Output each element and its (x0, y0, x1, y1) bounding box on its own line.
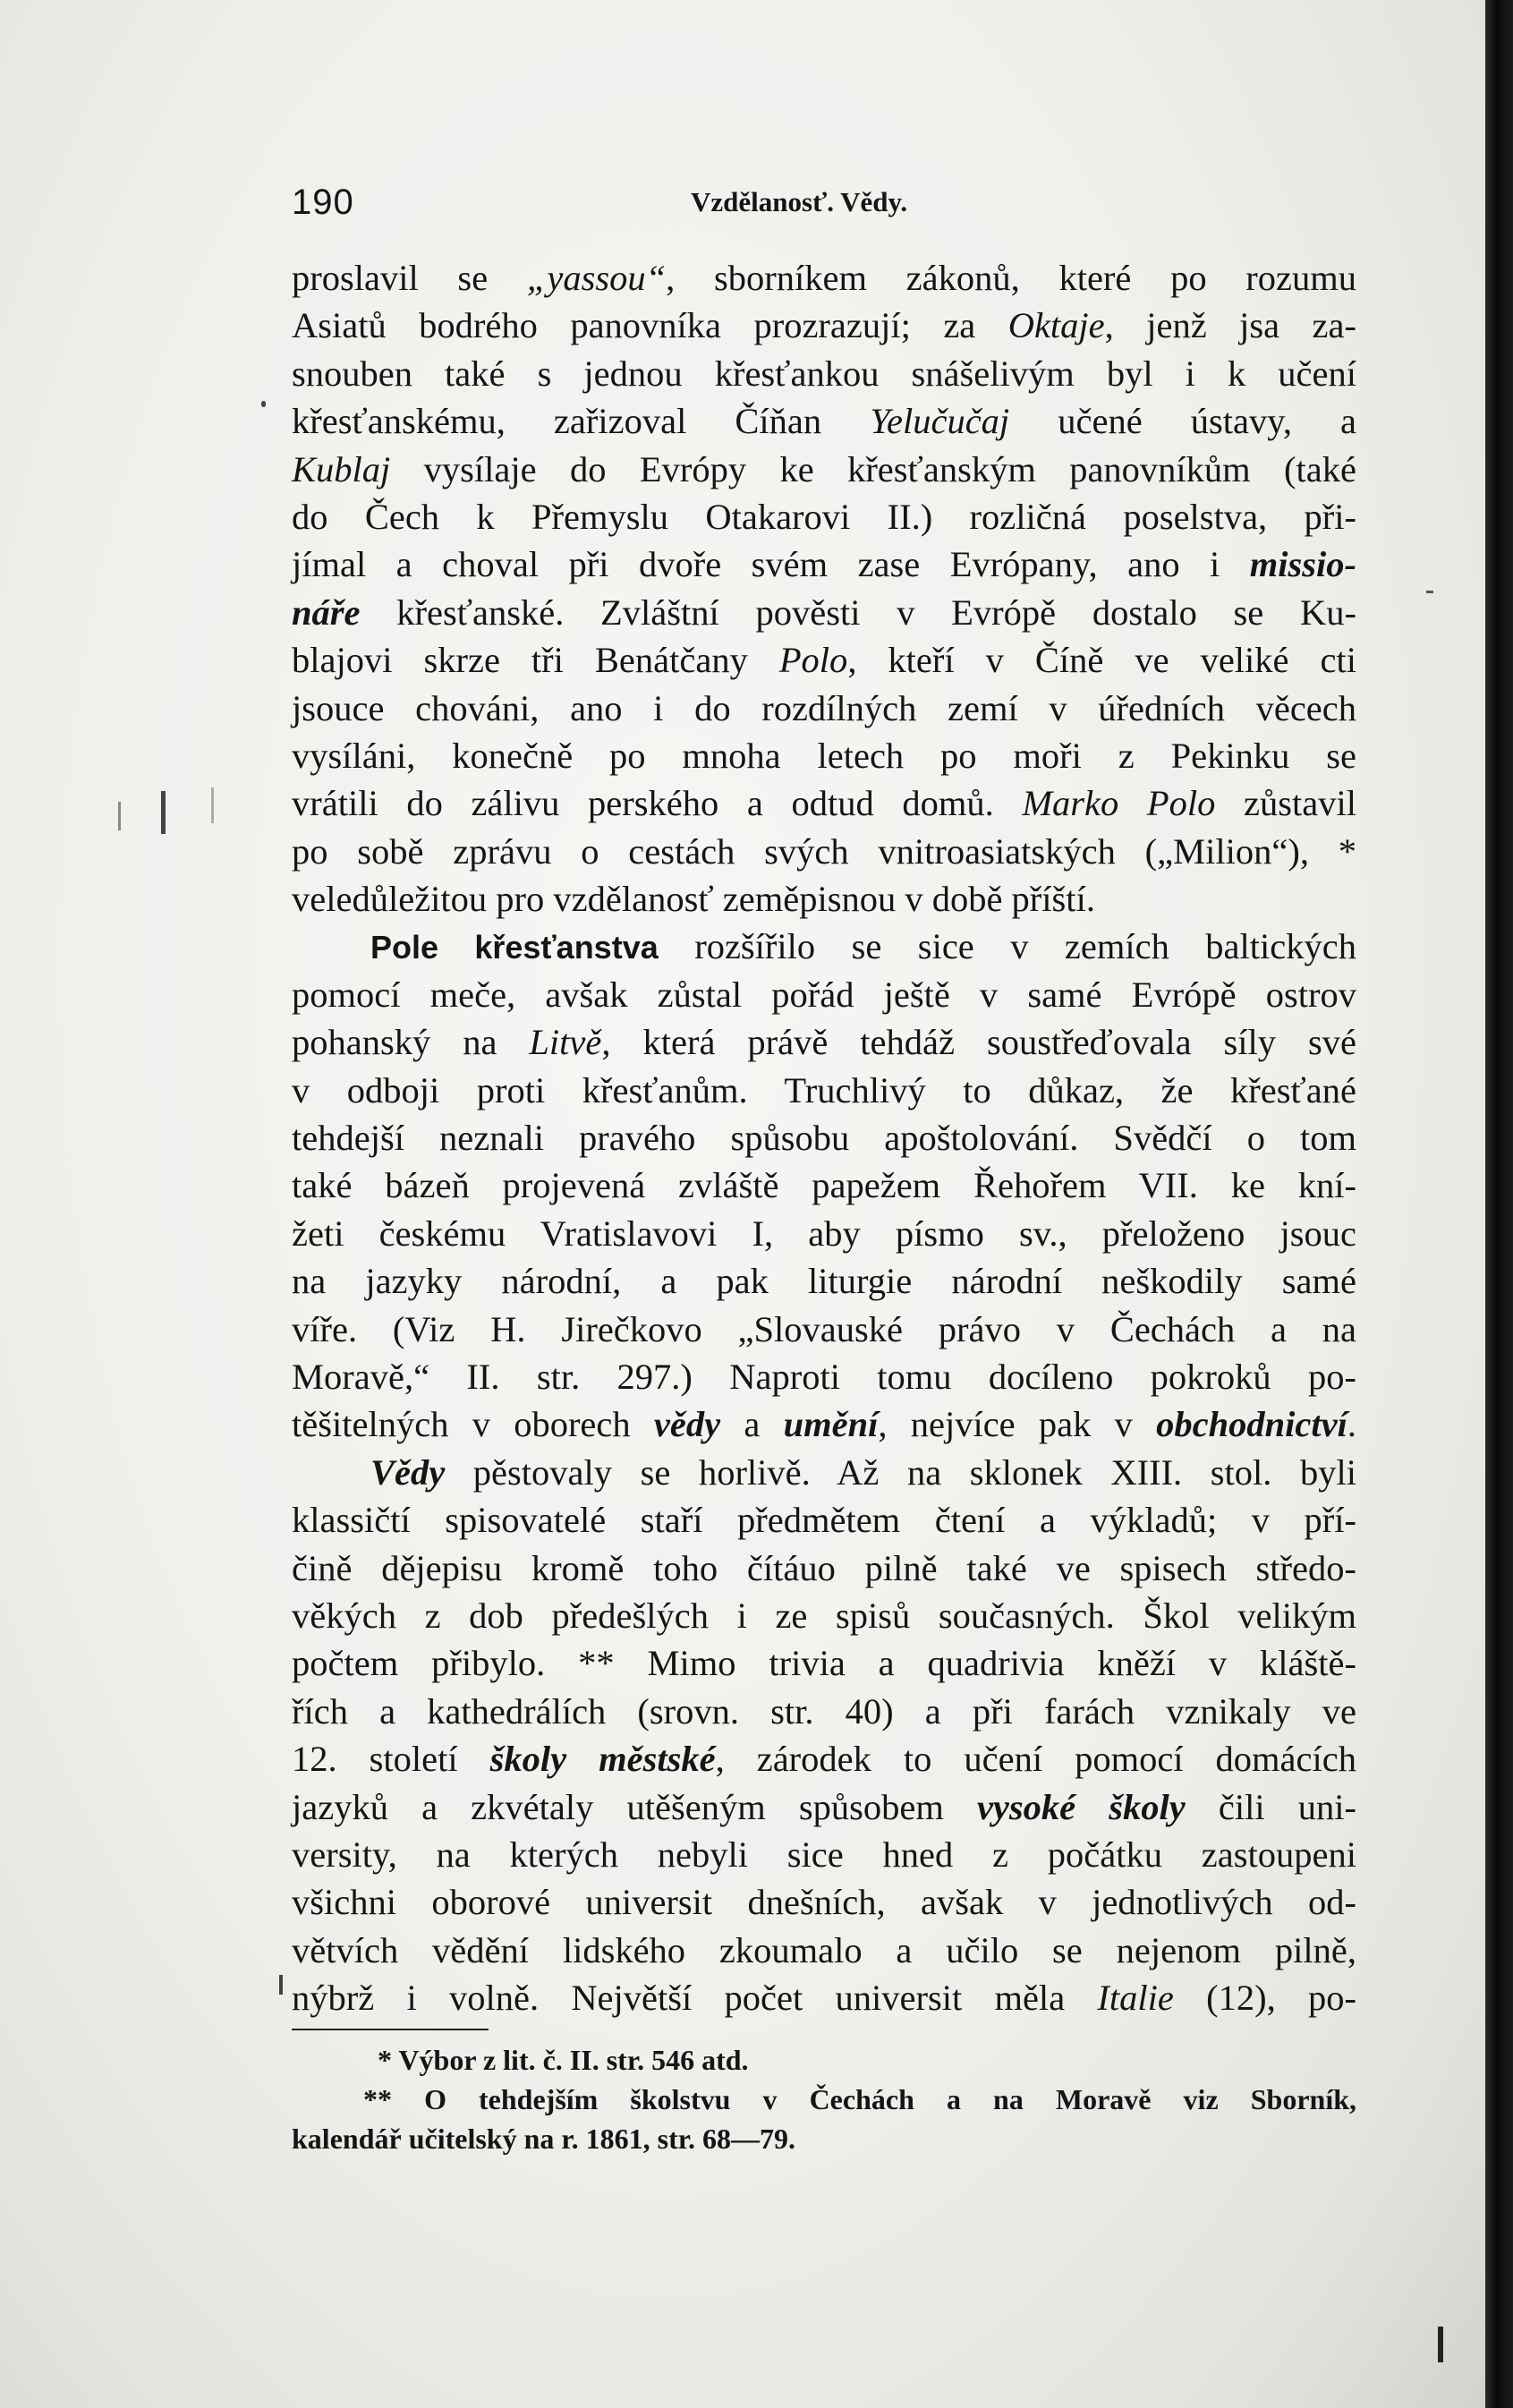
margin-mark (1426, 591, 1433, 593)
text-line: do Čech k Přemyslu Otakarovi II.) rozličná poselstva, při- (292, 496, 1356, 537)
text-line: Kublaj vysílaje do Evrópy ke křesťanským panovníkům (také (292, 448, 1356, 489)
text-line: věkých z dob předešlých i ze spisů současných. Škol velikým (292, 1595, 1356, 1636)
footnote-rule (292, 2029, 489, 2030)
text-line: víře. (Viz H. Jirečkovo „Slovauské právo v Čechách a na (292, 1308, 1356, 1349)
text-line: všichni oborové universit dnešních, avšak v jednotlivých od- (292, 1882, 1356, 1923)
margin-mark (161, 791, 166, 834)
text-line: žeti českému Vratislavovi I, aby písmo sv., přeloženo jsouc (292, 1213, 1356, 1254)
text-line: veledůležitou pro vzdělanosť zeměpisnou v době příští. (292, 879, 1095, 920)
text-line: jazyků a zkvétaly utěšeným spůsobem vysoké školy čili uni- (292, 1786, 1356, 1827)
text-line: snouben také s jednou křesťankou snášelivým byl i k učení (292, 353, 1356, 394)
paragraph-1 (292, 254, 1356, 923)
margin-mark (279, 1975, 283, 1995)
text-line: klassičtí spisovatelé staří předmětem čtení a výkladů; v pří- (292, 1500, 1356, 1541)
text-line: počtem přibylo. ** Mimo trivia a quadrivia kněží v kláště- (292, 1643, 1356, 1684)
text-line: proslavil se „yassou“, sborníkem zákonů, které po rozumu (292, 258, 1357, 298)
text-line: těšitelných v oborech vědy a umění, nejvíce pak v obchodnictví. (292, 1404, 1356, 1445)
text-line: náře křesťanské. Zvláštní pověsti v Evrópě dostalo se Ku- (292, 591, 1356, 633)
text-line: Moravě,“ II. str. 297.) Naproti tomu docíleno pokroků po- (292, 1356, 1356, 1397)
margin-mark (261, 401, 266, 407)
paragraph-3 (292, 1449, 1356, 2022)
text-line: Asiatů bodrého panovníka prozrazují; za Oktaje, jenž jsa za- (292, 305, 1356, 346)
text-line: na jazyky národní, a pak liturgie národní neškodily samé (292, 1261, 1356, 1302)
footnote-2-line-1: ** O tehdejším školstvu v Čechách a na Moravě viz Sborník, (363, 2083, 1356, 2115)
page-header (292, 177, 1356, 227)
footnote-2-line-2: kalendář učitelský na r. 1861, str. 68—79. (292, 2123, 796, 2155)
text-line: jímal a choval při dvoře svém zase Evrópany, ano i missio- (292, 544, 1356, 585)
text-line: čině dějepisu kromě toho čítáuo pilně také ve spisech středo- (292, 1547, 1356, 1588)
text-line: vysíláni, konečně po mnoha letech po moři z Pekinku se (292, 735, 1356, 776)
text-line: blajovi skrze tři Benátčany Polo, kteří v Číně ve veliké cti (292, 640, 1357, 681)
text-line: jsouce chováni, ano i do rozdílných zemí v úředních věcech (292, 687, 1356, 728)
footnotes (292, 2040, 1356, 2158)
text-line: 12. století školy městské, zárodek to učení pomocí domácích (292, 1739, 1356, 1780)
margin-mark (118, 802, 121, 830)
text-line: křesťanskému, zařizoval Číňan Yelučučaj učené ústavy, a (292, 401, 1356, 442)
body-text (292, 254, 1356, 2021)
text-line: nýbrž i volně. Největší počet universit měla Italie (12), po- (292, 1978, 1356, 2019)
text-line: také bázeň projevená zvláště papežem Řehořem VII. ke kní- (292, 1165, 1356, 1206)
section-heading: Pole křesťanstva (370, 929, 659, 966)
margin-mark (211, 787, 214, 823)
text-line: řích a kathedrálích (srovn. str. 40) a při farách vznikaly ve (292, 1690, 1356, 1732)
text-line: Vědy pěstovaly se horlivě. Až na sklonek XIII. stol. byli (370, 1451, 1356, 1493)
paragraph-2 (292, 923, 1356, 1448)
text-line: pohanský na Litvě, která právě tehdáž soustřeďovala síly své (292, 1022, 1357, 1063)
text-line: pomocí meče, avšak zůstal pořád ještě v samé Evrópě ostrov (292, 974, 1356, 1015)
text-line: Pole křesťanstva rozšířilo se sice v zemích baltických (370, 926, 1356, 967)
text-line: versity, na kterých nebyli sice hned z počátku zastoupeni (292, 1834, 1356, 1875)
text-line: tehdejší neznali pravého spůsobu apoštolování. Svědčí o tom (292, 1118, 1356, 1159)
margin-mark (1438, 2327, 1443, 2362)
running-title: Vzdělanosť. Vědy. (691, 186, 908, 217)
text-line: po sobě zprávu o cestách svých vnitroasiatských („Milion“), * (292, 830, 1356, 872)
text-line: v odboji proti křesťanům. Truchlivý to důkaz, že křesťané (292, 1069, 1356, 1110)
footnote-1: * Výbor z lit. č. II. str. 546 atd. (378, 2044, 749, 2076)
page-number: 190 (292, 183, 354, 222)
text-line: větvích vědění lidského zkoumalo a učilo se nejenom pilně, (292, 1929, 1356, 1970)
text-line: vrátili do zálivu perského a odtud domů. Marko Polo zůstavil (292, 783, 1356, 824)
book-spine-edge (1485, 0, 1513, 2408)
